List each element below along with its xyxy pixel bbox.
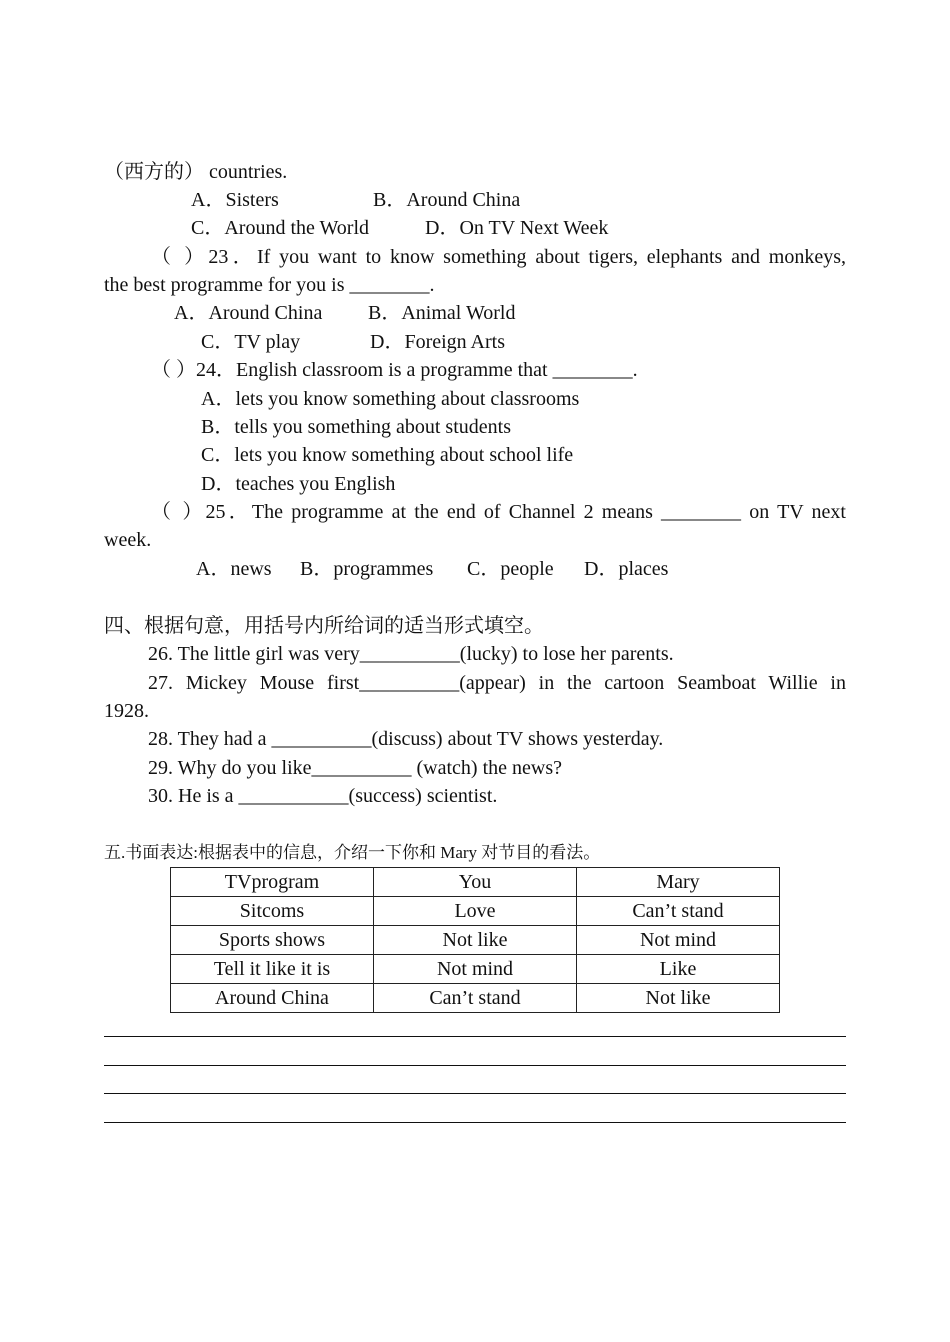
table-cell: Sitcoms <box>171 897 374 926</box>
table-cell: Not like <box>374 926 577 955</box>
q24-option-b: B．tells you something about students <box>201 416 511 438</box>
table-row <box>171 926 780 955</box>
q25-option-c: C．people <box>467 558 554 580</box>
table-cell: Sports shows <box>171 926 374 955</box>
q24-stem: （ ）24．English classroom is a programme that ________. <box>151 359 638 381</box>
table-cell: Not mind <box>577 926 780 955</box>
table-cell: Around China <box>171 984 374 1013</box>
table-header-cell: Mary <box>577 868 780 897</box>
q25-stem-line2: week. <box>104 529 152 551</box>
q22-option-b: B．Around China <box>373 189 521 211</box>
table-header-cell: You <box>374 868 577 897</box>
table-cell: Tell it like it is <box>171 955 374 984</box>
q27-line2: 1928. <box>104 700 149 722</box>
table-cell: Like <box>577 955 780 984</box>
q25-option-a: A．news <box>196 558 272 580</box>
table-header-row <box>171 868 780 897</box>
table-cell: Can’t stand <box>577 897 780 926</box>
q23-stem-line1: （ ）23．If you want to know something about tigers, elephants and monkeys, <box>151 246 846 268</box>
table-header-cell: TVprogram <box>171 868 374 897</box>
q23-option-a: A．Around China <box>174 302 323 324</box>
section5-heading: 五.书面表达:根据表中的信息，介绍一下你和 Mary 对节目的看法。 <box>104 843 601 862</box>
q24-option-a: A．lets you know something about classrooms <box>201 388 580 410</box>
q23-option-b: B．Animal World <box>368 302 516 324</box>
q22-stem-tail: （西方的） countries. <box>104 161 288 183</box>
table-cell: Love <box>374 897 577 926</box>
table-row <box>171 897 780 926</box>
writing-line[interactable] <box>104 1065 846 1066</box>
table-cell: Can’t stand <box>374 984 577 1013</box>
q28: 28. They had a __________(discuss) about TV shows yesterday. <box>148 728 664 750</box>
tv-opinion-table <box>170 867 780 1013</box>
table-cell: Not mind <box>374 955 577 984</box>
writing-line[interactable] <box>104 1036 846 1037</box>
q29: 29. Why do you like__________ (watch) the news? <box>148 757 562 779</box>
writing-line[interactable] <box>104 1122 846 1123</box>
q25-option-b: B．programmes <box>300 558 434 580</box>
q23-stem-line2: the best programme for you is ________. <box>104 274 435 296</box>
q24-option-c: C．lets you know something about school life <box>201 444 574 466</box>
q25-stem-line1: （ ）25．The programme at the end of Channel 2 means ________ on TV next <box>151 501 846 523</box>
q22-option-a: A．Sisters <box>191 189 279 211</box>
table-row <box>171 984 780 1013</box>
q22-option-c: C．Around the World <box>191 217 370 239</box>
section4-heading: 四、根据句意，用括号内所给词的适当形式填空。 <box>104 615 544 637</box>
writing-line[interactable] <box>104 1093 846 1094</box>
table-row <box>171 955 780 984</box>
q30: 30. He is a ___________(success) scientist. <box>148 785 498 807</box>
q25-option-d: D．places <box>584 558 669 580</box>
q24-option-d: D．teaches you English <box>201 473 396 495</box>
q23-option-c: C．TV play <box>201 331 301 353</box>
q22-option-d: D．On TV Next Week <box>425 217 609 239</box>
table-cell: Not like <box>577 984 780 1013</box>
q23-option-d: D．Foreign Arts <box>370 331 505 353</box>
q27-line1: 27. Mickey Mouse first__________(appear) in the cartoon Seamboat Willie in <box>148 672 846 694</box>
q26: 26. The little girl was very__________(lucky) to lose her parents. <box>148 643 674 665</box>
